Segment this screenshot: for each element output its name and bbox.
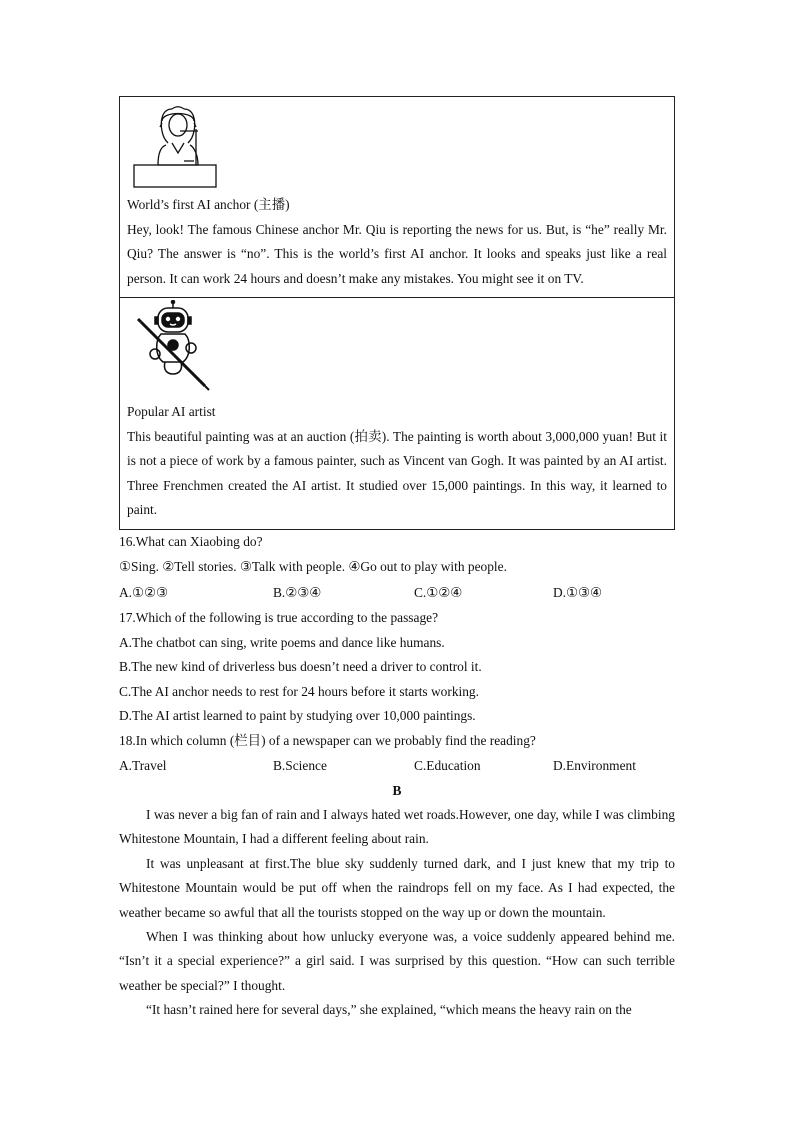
question-16-items: ①Sing. ②Tell stories. ③Talk with people. ④Go out to play with people. [119,559,507,574]
page [119,96,675,1023]
ai-anchor-text: Hey, look! The famous Chinese anchor Mr. Qiu is reporting the news for us. But, is “he” really Mr. Qiu? The answer is “no”. This is the world’s first AI anchor. It looks and speaks just like a real person. It can work 24 hours and doesn’t make any mistakes. You might see it on TV. [127,221,667,286]
paragraph: I was never a big fan of rain and I always hated wet roads.However, one day, while I was climbing Whitestone Mountain, I had a different feeling about rain. [119,807,675,847]
robot-icon [133,300,223,392]
ai-artist-cell [120,297,674,529]
option-a[interactable]: A.Travel [119,758,167,773]
anchor-icon [132,103,222,189]
question-18: 18.In which column (栏目) of a newspaper can we probably find the reading? [119,732,536,748]
question-16: 16.What can Xiaobing do? [119,533,263,549]
question-16-options [119,580,675,606]
option-b[interactable]: B.The new kind of driverless bus doesn’t need a driver to control it. [119,659,482,674]
option-b[interactable]: B.②③④ [273,585,322,600]
svg-text:AI: AI [169,343,177,350]
paragraph: It was unpleasant at first.The blue sky suddenly turned dark, and I just knew that my trip to Whitestone Mountain would be put off when the raindrops fell on my face. As I had expected, the weather became so awful that all the tourists stopped on the way up or down the mountain. [119,855,675,920]
option-b[interactable]: B.Science [273,758,327,773]
ai-anchor-illustration [127,103,667,191]
reading-table [119,96,675,530]
ai-artist-robot-illustration [127,304,667,398]
option-c[interactable]: C.①②④ [414,585,463,600]
ai-artist-title: Popular AI artist [127,404,216,419]
question-17: 17.Which of the following is true according to the passage? [119,610,439,625]
option-a[interactable]: A.①②③ [119,585,169,600]
section-b-heading: B [392,783,402,798]
ai-artist-text: This beautiful painting was at an auction (拍卖). The painting is worth about 3,000,000 yuan! But it is not a piece of work by a famous painter, such as Vincent van Gogh. It was painted by an AI artist. Three Frenchmen created the AI artist. It studied over 15,000 paintings. In this way, it learned to paint. [127,428,667,517]
ai-anchor-title: World’s first AI anchor (主播) [127,197,290,212]
paragraph: When I was thinking about how unlucky everyone was, a voice suddenly appeared behind me. “Isn’t it a special experience?” a girl said. I was surprised by this question. “How can such terrible weather be special?” I thought. [119,929,675,993]
paragraph: “It hasn’t rained here for several days,” she explained, “which means the heavy rain on the [146,1002,632,1018]
option-c[interactable]: C.Education [414,758,481,773]
option-d[interactable]: D.The AI artist learned to paint by studying over 10,000 paintings. [119,708,476,723]
option-c[interactable]: C.The AI anchor needs to rest for 24 hours before it starts working. [119,683,479,699]
question-18-options [119,753,675,779]
option-d[interactable]: D.①③④ [553,585,603,600]
option-a[interactable]: A.The chatbot can sing, write poems and dance like humans. [119,634,445,650]
option-d[interactable]: D.Environment [553,758,636,773]
ai-anchor-cell [120,97,674,297]
